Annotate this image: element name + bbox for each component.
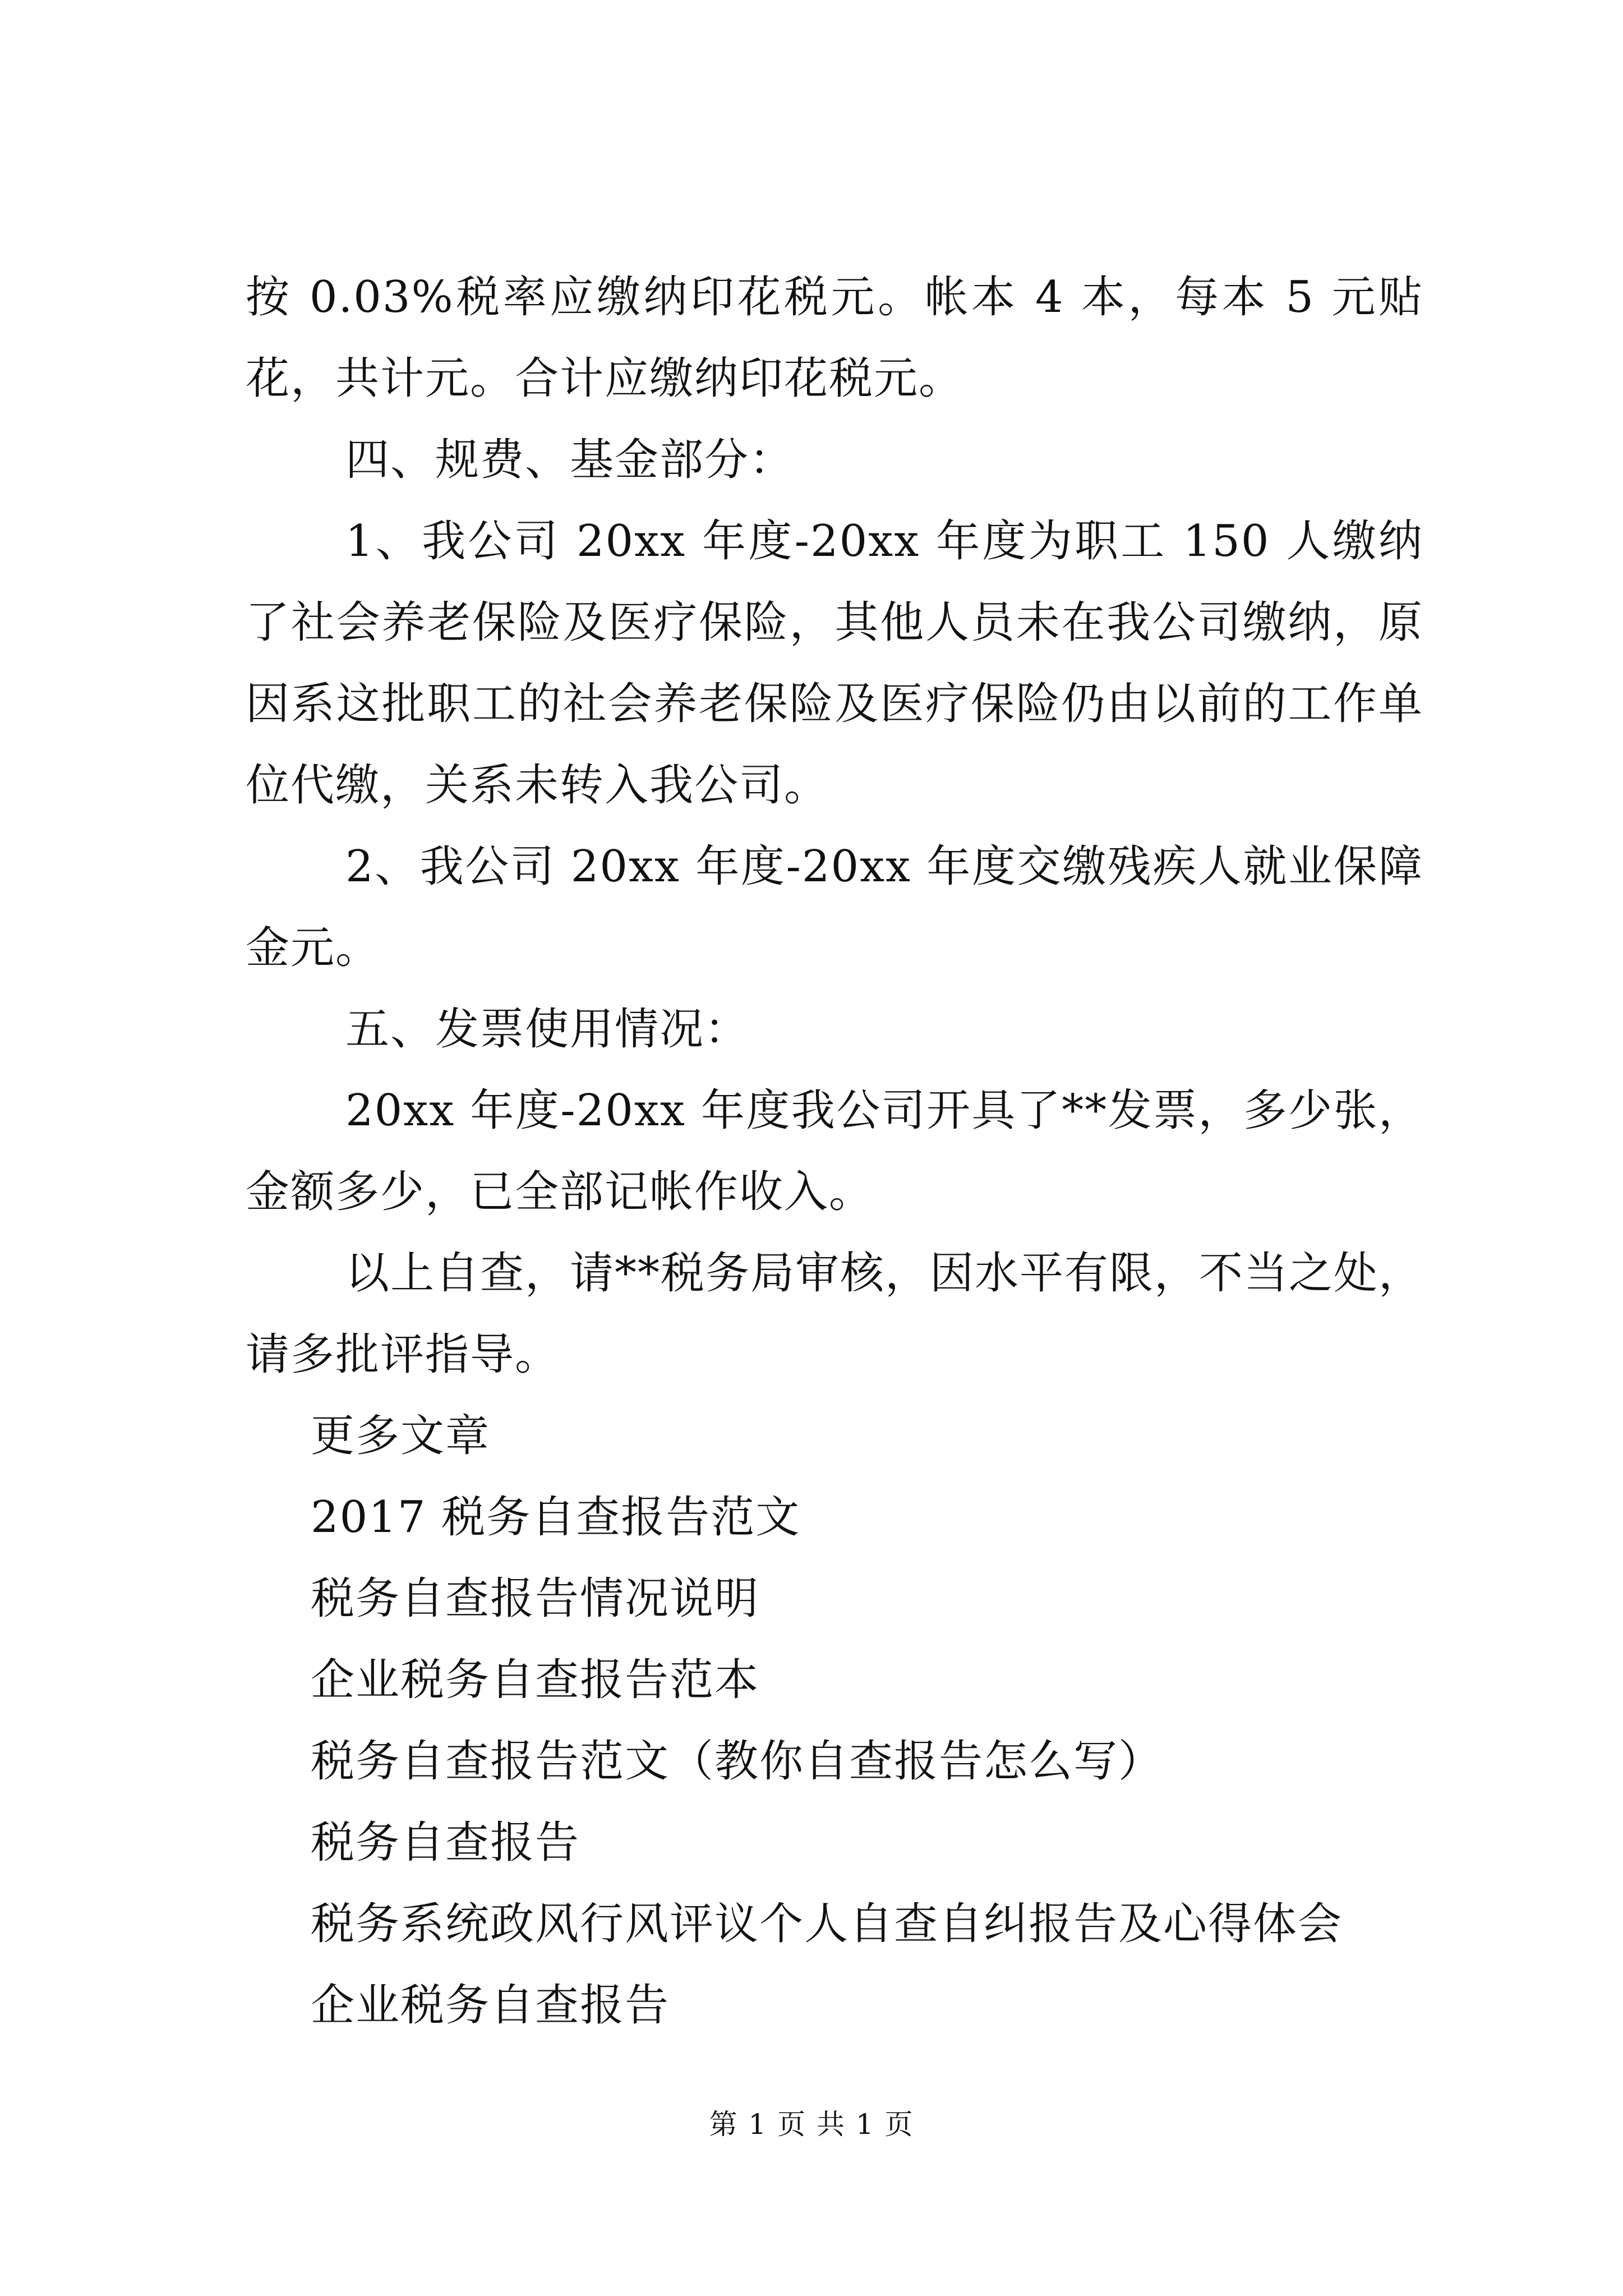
more-article-link-6[interactable]: 税务系统政风行风评议个人自查自纠报告及心得体会 bbox=[311, 1899, 1343, 1949]
more-article-link-1[interactable]: 2017 税务自查报告范文 bbox=[311, 1492, 801, 1543]
paragraph-invoice-details: 20xx 年度-20xx 年度我公司开具了**发票，多少张，金额多少，已全部记帐作收入。 bbox=[246, 1085, 1423, 1217]
paragraph-stamp-tax: 按 0.03%税率应缴纳印花税元。帐本 4 本，每本 5 元贴花，共计元。合计应缴纳印花税元。 bbox=[246, 272, 1423, 404]
paragraph-social-insurance: 1、我公司 20xx 年度-20xx 年度为职工 150 人缴纳了社会养老保险及医疗保险，其他人员未在我公司缴纳，原因系这批职工的社会养老保险及医疗保险仍由以前的工作单位代缴，关系未转入我公司。 bbox=[246, 516, 1423, 811]
more-article-link-5[interactable]: 税务自查报告 bbox=[311, 1818, 580, 1868]
document-body bbox=[246, 257, 1423, 2046]
heading-invoice-usage: 五、发票使用情况： bbox=[345, 1004, 750, 1055]
more-article-link-3[interactable]: 企业税务自查报告范本 bbox=[311, 1655, 760, 1705]
paragraph-disability-fund: 2、我公司 20xx 年度-20xx 年度交缴残疾人就业保障金元。 bbox=[246, 841, 1423, 973]
more-articles-heading: 更多文章 bbox=[311, 1411, 491, 1461]
heading-fees-funds: 四、规费、基金部分： bbox=[345, 435, 795, 485]
page-number-footer: 第 1 页 共 1 页 bbox=[709, 2108, 914, 2141]
more-article-link-2[interactable]: 税务自查报告情况说明 bbox=[311, 1573, 760, 1624]
more-article-link-7[interactable]: 企业税务自查报告 bbox=[311, 1980, 670, 2031]
paragraph-closing: 以上自查，请**税务局审核，因水平有限，不当之处，请多批评指导。 bbox=[246, 1248, 1424, 1380]
more-article-link-4[interactable]: 税务自查报告范文（教你自查报告怎么写） bbox=[311, 1736, 1164, 1787]
